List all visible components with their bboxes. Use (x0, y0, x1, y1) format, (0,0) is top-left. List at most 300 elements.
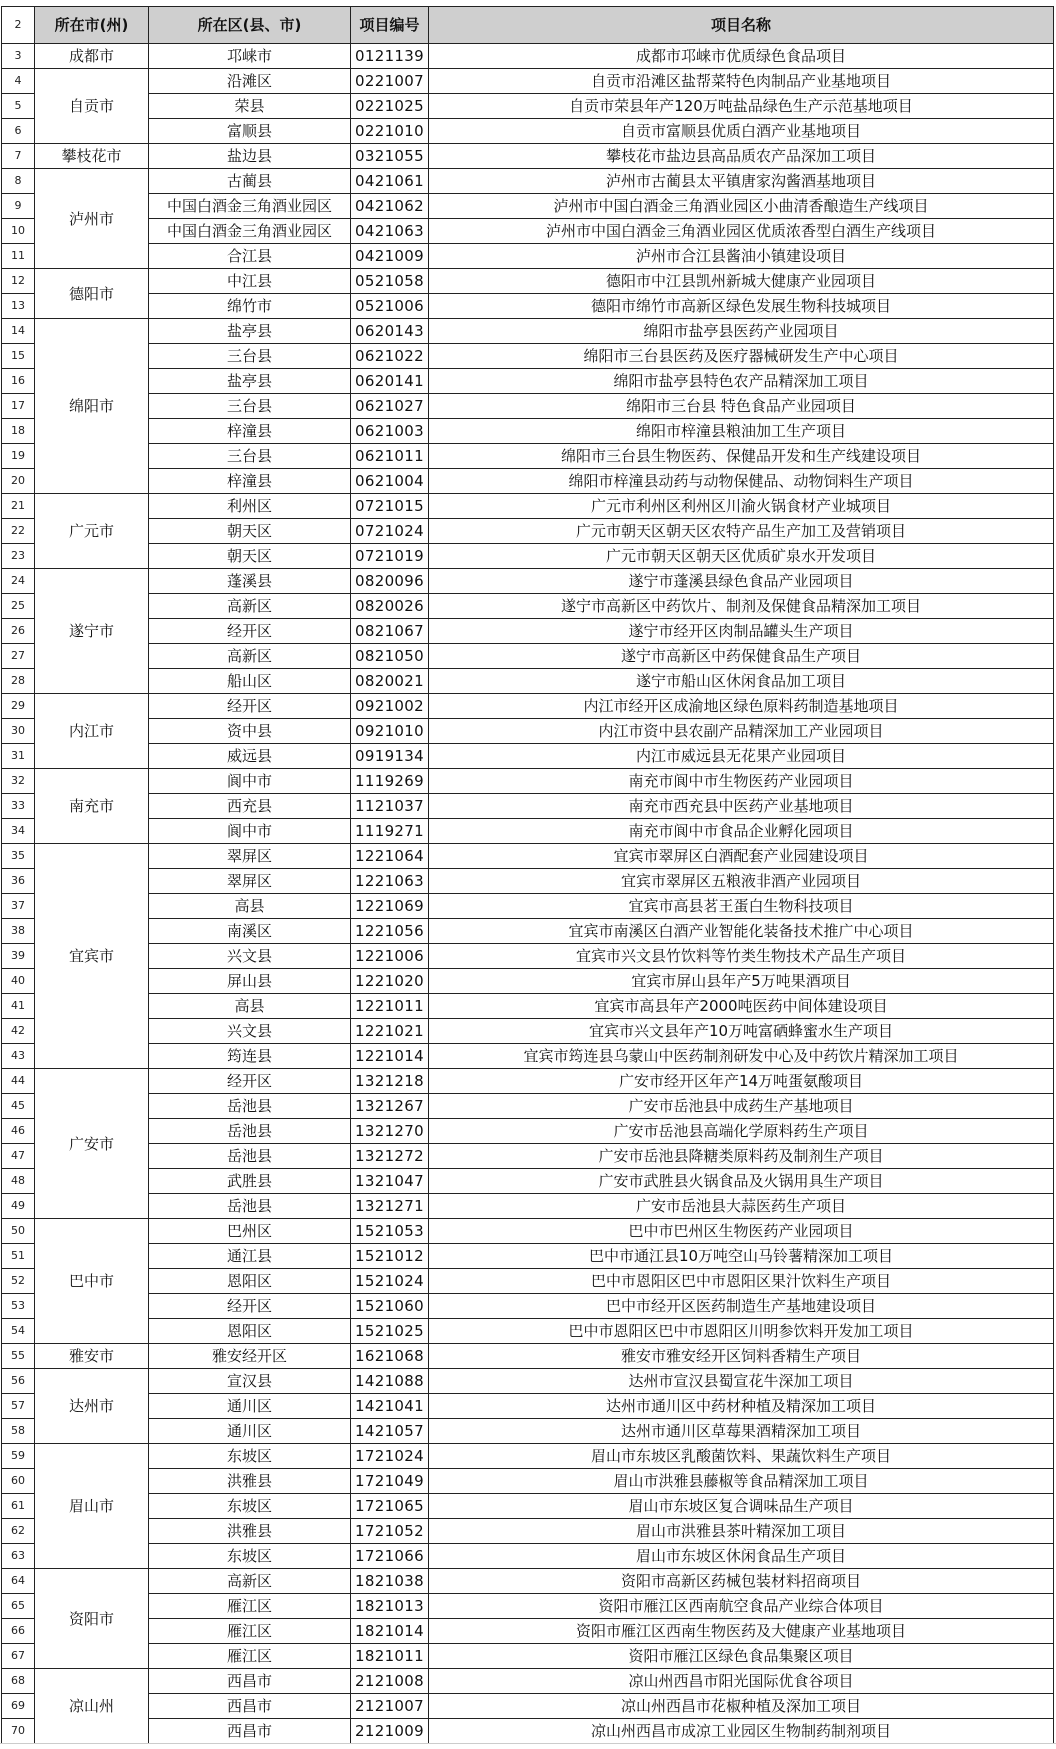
project-code-cell[interactable]: 1521024 (351, 1269, 429, 1294)
row-number[interactable]: 23 (2, 544, 35, 569)
row-number[interactable]: 58 (2, 1419, 35, 1444)
project-code-cell[interactable]: 1321271 (351, 1194, 429, 1219)
city-cell[interactable]: 泸州市 (35, 169, 149, 269)
project-code-cell[interactable]: 0621027 (351, 394, 429, 419)
project-code-cell[interactable]: 1721052 (351, 1519, 429, 1544)
row-number[interactable]: 33 (2, 794, 35, 819)
district-cell[interactable]: 雁江区 (149, 1644, 351, 1669)
city-cell[interactable]: 内江市 (35, 694, 149, 769)
district-cell[interactable]: 经开区 (149, 1069, 351, 1094)
city-cell[interactable]: 巴中市 (35, 1219, 149, 1344)
row-number[interactable]: 59 (2, 1444, 35, 1469)
row-number[interactable]: 14 (2, 319, 35, 344)
table-row (2, 444, 1054, 469)
district-cell[interactable]: 东坡区 (149, 1444, 351, 1469)
row-number[interactable]: 40 (2, 969, 35, 994)
row-number[interactable]: 25 (2, 594, 35, 619)
project-name-cell[interactable]: 南充市阆中市食品企业孵化园项目 (429, 819, 1054, 844)
district-cell[interactable]: 古蔺县 (149, 169, 351, 194)
row-number[interactable]: 53 (2, 1294, 35, 1319)
district-cell[interactable]: 中国白酒金三角酒业园区 (149, 194, 351, 219)
district-cell[interactable]: 高新区 (149, 1569, 351, 1594)
row-number[interactable]: 13 (2, 294, 35, 319)
district-cell[interactable]: 梓潼县 (149, 469, 351, 494)
project-name-cell[interactable]: 广安市岳池县中成药生产基地项目 (429, 1094, 1054, 1119)
project-name-cell[interactable]: 凉山州西昌市花椒种植及深加工项目 (429, 1694, 1054, 1719)
project-name-cell[interactable]: 凉山州西昌市成凉工业园区生物制药制剂项目 (429, 1719, 1054, 1744)
project-code-cell[interactable]: 0121139 (351, 44, 429, 69)
row-number[interactable]: 64 (2, 1569, 35, 1594)
project-code-cell[interactable]: 1221011 (351, 994, 429, 1019)
district-cell[interactable]: 东坡区 (149, 1544, 351, 1569)
project-code-cell[interactable]: 1321270 (351, 1119, 429, 1144)
row-number[interactable]: 41 (2, 994, 35, 1019)
row-number[interactable]: 5 (2, 94, 35, 119)
city-cell[interactable]: 广元市 (35, 494, 149, 569)
project-name-cell[interactable]: 广元市利州区利州区川渝火锅食材产业城项目 (429, 494, 1054, 519)
project-name-cell[interactable]: 巴中市恩阳区巴中市恩阳区川明参饮料开发加工项目 (429, 1319, 1054, 1344)
district-cell[interactable]: 东坡区 (149, 1494, 351, 1519)
project-name-cell[interactable]: 绵阳市三台县生物医药、保健品开发和生产线建设项目 (429, 444, 1054, 469)
project-name-cell[interactable]: 泸州市合江县酱油小镇建设项目 (429, 244, 1054, 269)
row-number[interactable]: 21 (2, 494, 35, 519)
row-number[interactable]: 16 (2, 369, 35, 394)
city-cell[interactable]: 资阳市 (35, 1569, 149, 1669)
project-name-cell[interactable]: 遂宁市高新区中药饮片、制剂及保健食品精深加工项目 (429, 594, 1054, 619)
district-cell[interactable]: 合江县 (149, 244, 351, 269)
project-code-cell[interactable]: 1321272 (351, 1144, 429, 1169)
project-name-cell[interactable]: 绵阳市三台县医药及医疗器械研发生产中心项目 (429, 344, 1054, 369)
row-number[interactable]: 22 (2, 519, 35, 544)
district-cell[interactable]: 岳池县 (149, 1144, 351, 1169)
project-name-cell[interactable]: 广安市武胜县火锅食品及火锅用具生产项目 (429, 1169, 1054, 1194)
district-cell[interactable]: 经开区 (149, 1294, 351, 1319)
project-name-cell[interactable]: 宜宾市兴文县年产10万吨富硒蜂蜜水生产项目 (429, 1019, 1054, 1044)
district-cell[interactable]: 雁江区 (149, 1594, 351, 1619)
project-name-cell[interactable]: 自贡市沿滩区盐帮菜特色肉制品产业基地项目 (429, 69, 1054, 94)
project-code-cell[interactable]: 0521006 (351, 294, 429, 319)
project-name-cell[interactable]: 遂宁市蓬溪县绿色食品产业园项目 (429, 569, 1054, 594)
project-code-cell[interactable]: 0221010 (351, 119, 429, 144)
row-number-header[interactable]: 2 (2, 7, 35, 44)
row-number[interactable]: 12 (2, 269, 35, 294)
row-number[interactable]: 47 (2, 1144, 35, 1169)
city-cell[interactable]: 宜宾市 (35, 844, 149, 1069)
row-number[interactable]: 28 (2, 669, 35, 694)
row-number[interactable]: 60 (2, 1469, 35, 1494)
project-name-cell[interactable]: 宜宾市高县茗王蛋白生物科技项目 (429, 894, 1054, 919)
district-cell[interactable]: 邛崃市 (149, 44, 351, 69)
district-cell[interactable]: 高新区 (149, 644, 351, 669)
project-code-cell[interactable]: 0820026 (351, 594, 429, 619)
project-name-cell[interactable]: 成都市邛崃市优质绿色食品项目 (429, 44, 1054, 69)
row-number[interactable]: 9 (2, 194, 35, 219)
district-cell[interactable]: 高新区 (149, 594, 351, 619)
district-cell[interactable]: 高县 (149, 994, 351, 1019)
row-number[interactable]: 7 (2, 144, 35, 169)
project-name-cell[interactable]: 达州市宣汉县蜀宣花牛深加工项目 (429, 1369, 1054, 1394)
district-cell[interactable]: 屏山县 (149, 969, 351, 994)
project-name-cell[interactable]: 广安市岳池县大蒜医药生产项目 (429, 1194, 1054, 1219)
project-code-cell[interactable]: 0820021 (351, 669, 429, 694)
project-name-cell[interactable]: 遂宁市船山区休闲食品加工项目 (429, 669, 1054, 694)
row-number[interactable]: 70 (2, 1719, 35, 1744)
district-cell[interactable]: 西昌市 (149, 1694, 351, 1719)
district-cell[interactable]: 通川区 (149, 1394, 351, 1419)
project-name-cell[interactable]: 内江市资中县农副产品精深加工产业园项目 (429, 719, 1054, 744)
district-cell[interactable]: 船山区 (149, 669, 351, 694)
row-number[interactable]: 19 (2, 444, 35, 469)
project-name-cell[interactable]: 南充市西充县中医药产业基地项目 (429, 794, 1054, 819)
project-code-cell[interactable]: 1521025 (351, 1319, 429, 1344)
project-name-cell[interactable]: 眉山市东坡区休闲食品生产项目 (429, 1544, 1054, 1569)
city-cell[interactable]: 遂宁市 (35, 569, 149, 694)
district-cell[interactable]: 经开区 (149, 694, 351, 719)
project-name-cell[interactable]: 达州市通川区草莓果酒精深加工项目 (429, 1419, 1054, 1444)
project-code-cell[interactable]: 2121007 (351, 1694, 429, 1719)
district-cell[interactable]: 恩阳区 (149, 1269, 351, 1294)
project-name-cell[interactable]: 广安市岳池县降糖类原料药及制剂生产项目 (429, 1144, 1054, 1169)
row-number[interactable]: 66 (2, 1619, 35, 1644)
project-code-cell[interactable]: 1221006 (351, 944, 429, 969)
project-code-cell[interactable]: 0820096 (351, 569, 429, 594)
row-number[interactable]: 67 (2, 1644, 35, 1669)
project-name-cell[interactable]: 眉山市洪雅县藤椒等食品精深加工项目 (429, 1469, 1054, 1494)
project-code-cell[interactable]: 1621068 (351, 1344, 429, 1369)
project-name-cell[interactable]: 南充市阆中市生物医药产业园项目 (429, 769, 1054, 794)
project-name-cell[interactable]: 宜宾市筠连县乌蒙山中医药制剂研发中心及中药饮片精深加工项目 (429, 1044, 1054, 1069)
project-code-cell[interactable]: 1221056 (351, 919, 429, 944)
project-code-cell[interactable]: 0721024 (351, 519, 429, 544)
row-number[interactable]: 63 (2, 1544, 35, 1569)
district-cell[interactable]: 洪雅县 (149, 1519, 351, 1544)
row-number[interactable]: 54 (2, 1319, 35, 1344)
city-column-header[interactable]: 所在市(州) (35, 7, 149, 44)
city-cell[interactable]: 德阳市 (35, 269, 149, 319)
district-cell[interactable]: 利州区 (149, 494, 351, 519)
project-code-cell[interactable]: 0921010 (351, 719, 429, 744)
district-cell[interactable]: 武胜县 (149, 1169, 351, 1194)
district-cell[interactable]: 经开区 (149, 619, 351, 644)
table-row (2, 1394, 1054, 1419)
project-name-cell[interactable]: 遂宁市高新区中药保健食品生产项目 (429, 644, 1054, 669)
district-cell[interactable]: 盐边县 (149, 144, 351, 169)
city-cell[interactable]: 凉山州 (35, 1669, 149, 1744)
project-code-cell[interactable]: 1821011 (351, 1644, 429, 1669)
row-number[interactable]: 3 (2, 44, 35, 69)
district-cell[interactable]: 中国白酒金三角酒业园区 (149, 219, 351, 244)
row-number[interactable]: 49 (2, 1194, 35, 1219)
project-name-cell[interactable]: 宜宾市高县年产2000吨医药中间体建设项目 (429, 994, 1054, 1019)
district-cell[interactable]: 西充县 (149, 794, 351, 819)
district-cell[interactable]: 筠连县 (149, 1044, 351, 1069)
project-code-cell[interactable]: 0821050 (351, 644, 429, 669)
district-cell[interactable]: 雁江区 (149, 1619, 351, 1644)
district-cell[interactable]: 资中县 (149, 719, 351, 744)
project-code-cell[interactable]: 1421088 (351, 1369, 429, 1394)
row-number[interactable]: 18 (2, 419, 35, 444)
project-name-cell[interactable]: 泸州市古蔺县太平镇唐家沟酱酒基地项目 (429, 169, 1054, 194)
project-code-cell[interactable]: 1221014 (351, 1044, 429, 1069)
project-name-cell[interactable]: 宜宾市翠屏区五粮液非酒产业园项目 (429, 869, 1054, 894)
row-number[interactable]: 20 (2, 469, 35, 494)
project-code-cell[interactable]: 0321055 (351, 144, 429, 169)
city-cell[interactable]: 眉山市 (35, 1444, 149, 1569)
project-code-cell[interactable]: 1321218 (351, 1069, 429, 1094)
row-number[interactable]: 6 (2, 119, 35, 144)
district-cell[interactable]: 兴文县 (149, 1019, 351, 1044)
project-name-cell[interactable]: 宜宾市翠屏区白酒配套产业园建设项目 (429, 844, 1054, 869)
row-number[interactable]: 45 (2, 1094, 35, 1119)
project-code-cell[interactable]: 0620141 (351, 369, 429, 394)
row-number[interactable]: 15 (2, 344, 35, 369)
project-code-cell[interactable]: 1221064 (351, 844, 429, 869)
district-cell[interactable]: 三台县 (149, 444, 351, 469)
row-number[interactable]: 51 (2, 1244, 35, 1269)
project-name-cell[interactable]: 资阳市高新区药械包装材料招商项目 (429, 1569, 1054, 1594)
project-name-cell[interactable]: 德阳市中江县凯州新城大健康产业园项目 (429, 269, 1054, 294)
district-cell[interactable]: 洪雅县 (149, 1469, 351, 1494)
project-name-cell[interactable]: 宜宾市南溪区白酒产业智能化装备技术推广中心项目 (429, 919, 1054, 944)
city-cell[interactable]: 南充市 (35, 769, 149, 844)
row-number[interactable]: 24 (2, 569, 35, 594)
district-cell[interactable]: 绵竹市 (149, 294, 351, 319)
project-code-cell[interactable]: 1321047 (351, 1169, 429, 1194)
project-code-cell[interactable]: 1221021 (351, 1019, 429, 1044)
project-code-cell[interactable]: 1721049 (351, 1469, 429, 1494)
row-number[interactable]: 69 (2, 1694, 35, 1719)
district-cell[interactable]: 岳池县 (149, 1094, 351, 1119)
project-name-cell[interactable]: 自贡市荣县年产120万吨盐品绿色生产示范基地项目 (429, 94, 1054, 119)
project-code-cell[interactable]: 1119269 (351, 769, 429, 794)
project-name-cell[interactable]: 绵阳市盐亭县医药产业园项目 (429, 319, 1054, 344)
district-cell[interactable]: 三台县 (149, 344, 351, 369)
project-name-cell[interactable]: 巴中市巴州区生物医药产业园项目 (429, 1219, 1054, 1244)
district-cell[interactable]: 中江县 (149, 269, 351, 294)
project-code-cell[interactable]: 1119271 (351, 819, 429, 844)
row-number[interactable]: 62 (2, 1519, 35, 1544)
district-cell[interactable]: 盐亭县 (149, 319, 351, 344)
project-name-cell[interactable]: 资阳市雁江区西南航空食品产业综合体项目 (429, 1594, 1054, 1619)
project-code-cell[interactable]: 1521012 (351, 1244, 429, 1269)
project-code-cell[interactable]: 1821014 (351, 1619, 429, 1644)
project-name-cell[interactable]: 眉山市东坡区复合调味品生产项目 (429, 1494, 1054, 1519)
district-cell[interactable]: 宣汉县 (149, 1369, 351, 1394)
project-code-cell[interactable]: 1521053 (351, 1219, 429, 1244)
district-cell[interactable]: 岳池县 (149, 1119, 351, 1144)
project-name-cell[interactable]: 绵阳市三台县 特色食品产业园项目 (429, 394, 1054, 419)
project-code-cell[interactable]: 0221007 (351, 69, 429, 94)
project-name-cell[interactable]: 宜宾市兴文县竹饮料等竹类生物技术产品生产项目 (429, 944, 1054, 969)
project-code-cell[interactable]: 1421057 (351, 1419, 429, 1444)
project-code-cell[interactable]: 1421041 (351, 1394, 429, 1419)
row-number[interactable]: 52 (2, 1269, 35, 1294)
city-cell[interactable]: 成都市 (35, 44, 149, 69)
project-code-cell[interactable]: 0721015 (351, 494, 429, 519)
row-number[interactable]: 39 (2, 944, 35, 969)
project-code-cell[interactable]: 0821067 (351, 619, 429, 644)
district-cell[interactable]: 蓬溪县 (149, 569, 351, 594)
project-name-cell[interactable]: 宜宾市屏山县年产5万吨果酒项目 (429, 969, 1054, 994)
project-code-cell[interactable]: 2121008 (351, 1669, 429, 1694)
project-code-cell[interactable]: 1821013 (351, 1594, 429, 1619)
project-name-cell[interactable]: 攀枝花市盐边县高品质农产品深加工项目 (429, 144, 1054, 169)
city-cell[interactable]: 广安市 (35, 1069, 149, 1219)
city-cell[interactable]: 绵阳市 (35, 319, 149, 494)
row-number[interactable]: 37 (2, 894, 35, 919)
project-code-cell[interactable]: 1521060 (351, 1294, 429, 1319)
row-number[interactable]: 65 (2, 1594, 35, 1619)
project-name-cell[interactable]: 眉山市东坡区乳酸菌饮料、果蔬饮料生产项目 (429, 1444, 1054, 1469)
district-cell[interactable]: 西昌市 (149, 1719, 351, 1744)
project-code-cell[interactable]: 0620143 (351, 319, 429, 344)
district-cell[interactable]: 兴文县 (149, 944, 351, 969)
row-number[interactable]: 26 (2, 619, 35, 644)
district-cell[interactable]: 威远县 (149, 744, 351, 769)
project-name-cell[interactable]: 巴中市经开区医药制造生产基地建设项目 (429, 1294, 1054, 1319)
project-name-cell[interactable]: 内江市威远县无花果产业园项目 (429, 744, 1054, 769)
row-number[interactable]: 17 (2, 394, 35, 419)
district-cell[interactable]: 朝天区 (149, 544, 351, 569)
project-code-cell[interactable]: 2121009 (351, 1719, 429, 1744)
project-name-cell[interactable]: 绵阳市梓潼县粮油加工生产项目 (429, 419, 1054, 444)
project-code-cell[interactable]: 0621004 (351, 469, 429, 494)
project-name-cell[interactable]: 巴中市恩阳区巴中市恩阳区果汁饮料生产项目 (429, 1269, 1054, 1294)
code-column-header[interactable]: 项目编号 (351, 7, 429, 44)
project-code-cell[interactable]: 1721066 (351, 1544, 429, 1569)
district-cell[interactable]: 岳池县 (149, 1194, 351, 1219)
project-code-cell[interactable]: 0621003 (351, 419, 429, 444)
project-name-cell[interactable]: 广元市朝天区朝天区农特产品生产加工及营销项目 (429, 519, 1054, 544)
row-number[interactable]: 31 (2, 744, 35, 769)
table-row (2, 1569, 1054, 1594)
table-row (2, 994, 1054, 1019)
project-code-cell[interactable]: 0621011 (351, 444, 429, 469)
row-number[interactable]: 57 (2, 1394, 35, 1419)
project-code-cell[interactable]: 0721019 (351, 544, 429, 569)
district-cell[interactable]: 巴州区 (149, 1219, 351, 1244)
project-code-cell[interactable]: 1721024 (351, 1444, 429, 1469)
row-number[interactable]: 35 (2, 844, 35, 869)
row-number[interactable]: 29 (2, 694, 35, 719)
district-cell[interactable]: 富顺县 (149, 119, 351, 144)
project-name-cell[interactable]: 资阳市雁江区绿色食品集聚区项目 (429, 1644, 1054, 1669)
project-name-cell[interactable]: 绵阳市盐亭县特色农产品精深加工项目 (429, 369, 1054, 394)
project-code-cell[interactable]: 0921002 (351, 694, 429, 719)
project-code-cell[interactable]: 0421009 (351, 244, 429, 269)
row-number[interactable]: 32 (2, 769, 35, 794)
district-cell[interactable]: 朝天区 (149, 519, 351, 544)
project-code-cell[interactable]: 1221020 (351, 969, 429, 994)
project-name-cell[interactable]: 资阳市雁江区西南生物医药及大健康产业基地项目 (429, 1619, 1054, 1644)
project-code-cell[interactable]: 1321267 (351, 1094, 429, 1119)
project-name-cell[interactable]: 达州市通川区中药材种植及精深加工项目 (429, 1394, 1054, 1419)
row-number[interactable]: 61 (2, 1494, 35, 1519)
project-name-cell[interactable]: 眉山市洪雅县茶叶精深加工项目 (429, 1519, 1054, 1544)
project-name-cell[interactable]: 广安市岳池县高端化学原料药生产项目 (429, 1119, 1054, 1144)
project-code-cell[interactable]: 0919134 (351, 744, 429, 769)
project-code-cell[interactable]: 1821038 (351, 1569, 429, 1594)
row-number[interactable]: 4 (2, 69, 35, 94)
row-number[interactable]: 27 (2, 644, 35, 669)
project-name-cell[interactable]: 凉山州西昌市阳光国际优食谷项目 (429, 1669, 1054, 1694)
district-cell[interactable]: 雅安经开区 (149, 1344, 351, 1369)
district-cell[interactable]: 西昌市 (149, 1669, 351, 1694)
project-name-cell[interactable]: 广安市经开区年产14万吨蛋氨酸项目 (429, 1069, 1054, 1094)
project-name-cell[interactable]: 广元市朝天区朝天区优质矿泉水开发项目 (429, 544, 1054, 569)
district-cell[interactable]: 恩阳区 (149, 1319, 351, 1344)
project-code-cell[interactable]: 0421062 (351, 194, 429, 219)
project-code-cell[interactable]: 1121037 (351, 794, 429, 819)
row-number[interactable]: 44 (2, 1069, 35, 1094)
project-name-cell[interactable]: 绵阳市梓潼县动药与动物保健品、动物饲料生产项目 (429, 469, 1054, 494)
project-name-cell[interactable]: 雅安市雅安经开区饲料香精生产项目 (429, 1344, 1054, 1369)
district-cell[interactable]: 盐亭县 (149, 369, 351, 394)
row-number[interactable]: 42 (2, 1019, 35, 1044)
project-code-cell[interactable]: 0621022 (351, 344, 429, 369)
project-name-cell[interactable]: 内江市经开区成渝地区绿色原料药制造基地项目 (429, 694, 1054, 719)
table-row (2, 1244, 1054, 1269)
row-number[interactable]: 48 (2, 1169, 35, 1194)
row-number[interactable]: 46 (2, 1119, 35, 1144)
project-code-cell[interactable]: 1221063 (351, 869, 429, 894)
row-number[interactable]: 50 (2, 1219, 35, 1244)
project-code-cell[interactable]: 0421063 (351, 219, 429, 244)
row-number[interactable]: 8 (2, 169, 35, 194)
district-cell[interactable]: 南溪区 (149, 919, 351, 944)
row-number[interactable]: 55 (2, 1344, 35, 1369)
city-cell[interactable]: 自贡市 (35, 69, 149, 144)
district-cell[interactable]: 阆中市 (149, 769, 351, 794)
project-name-cell[interactable]: 泸州市中国白酒金三角酒业园区优质浓香型白酒生产线项目 (429, 219, 1054, 244)
project-name-cell[interactable]: 德阳市绵竹市高新区绿色发展生物科技城项目 (429, 294, 1054, 319)
district-cell[interactable]: 三台县 (149, 394, 351, 419)
city-cell[interactable]: 攀枝花市 (35, 144, 149, 169)
project-code-cell[interactable]: 1221069 (351, 894, 429, 919)
row-number[interactable]: 30 (2, 719, 35, 744)
city-cell[interactable]: 达州市 (35, 1369, 149, 1444)
row-number[interactable]: 11 (2, 244, 35, 269)
project-name-cell[interactable]: 遂宁市经开区肉制品罐头生产项目 (429, 619, 1054, 644)
project-code-cell[interactable]: 0421061 (351, 169, 429, 194)
district-column-header[interactable]: 所在区(县、市) (149, 7, 351, 44)
row-number[interactable]: 43 (2, 1044, 35, 1069)
district-cell[interactable]: 高县 (149, 894, 351, 919)
row-number[interactable]: 36 (2, 869, 35, 894)
project-name-cell[interactable]: 泸州市中国白酒金三角酒业园区小曲清香酿造生产线项目 (429, 194, 1054, 219)
district-cell[interactable]: 通江县 (149, 1244, 351, 1269)
project-name-cell[interactable]: 巴中市通江县10万吨空山马铃薯精深加工项目 (429, 1244, 1054, 1269)
name-column-header[interactable]: 项目名称 (429, 7, 1054, 44)
city-cell[interactable]: 雅安市 (35, 1344, 149, 1369)
district-cell[interactable]: 荣县 (149, 94, 351, 119)
row-number[interactable]: 34 (2, 819, 35, 844)
project-name-cell[interactable]: 自贡市富顺县优质白酒产业基地项目 (429, 119, 1054, 144)
district-cell[interactable]: 通川区 (149, 1419, 351, 1444)
district-cell[interactable]: 翠屏区 (149, 869, 351, 894)
district-cell[interactable]: 翠屏区 (149, 844, 351, 869)
project-code-cell[interactable]: 0521058 (351, 269, 429, 294)
row-number[interactable]: 10 (2, 219, 35, 244)
project-code-cell[interactable]: 0221025 (351, 94, 429, 119)
district-cell[interactable]: 沿滩区 (149, 69, 351, 94)
district-cell[interactable]: 阆中市 (149, 819, 351, 844)
row-number[interactable]: 68 (2, 1669, 35, 1694)
row-number[interactable]: 38 (2, 919, 35, 944)
district-cell[interactable]: 梓潼县 (149, 419, 351, 444)
project-code-cell[interactable]: 1721065 (351, 1494, 429, 1519)
row-number[interactable]: 56 (2, 1369, 35, 1394)
